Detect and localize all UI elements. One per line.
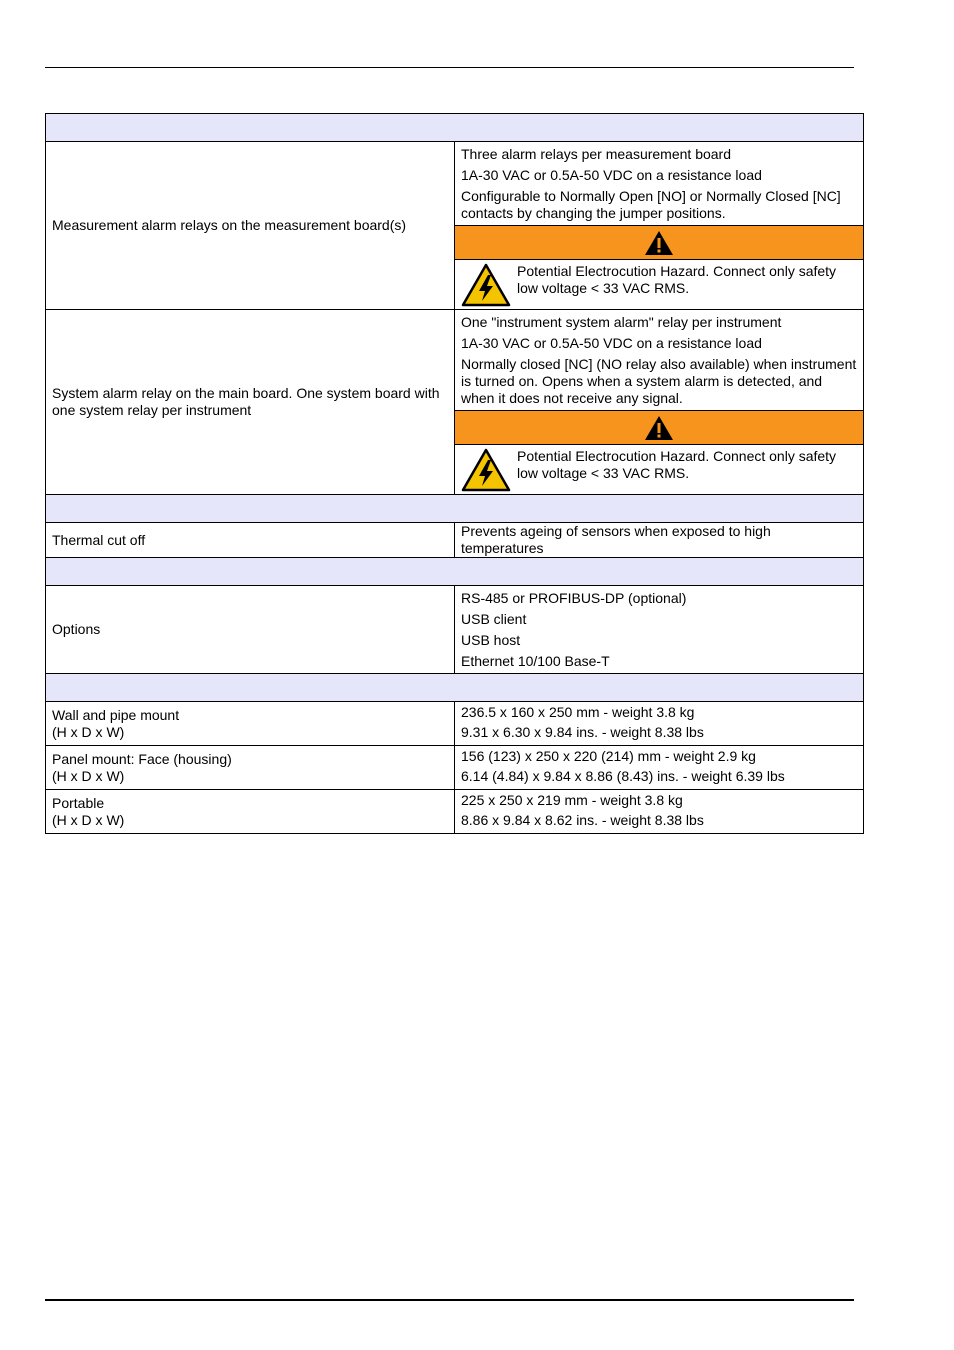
option-item: USB host — [461, 632, 521, 648]
option-item: Ethernet 10/100 Base-T — [461, 653, 610, 669]
footer-rule — [45, 1299, 854, 1301]
header-rule — [45, 67, 854, 68]
dimension-imperial: 8.86 x 9.84 x 8.62 ins. - weight 8.38 lbs — [461, 812, 704, 828]
row-dimension — [46, 790, 864, 834]
dimension-axes: (H x D x W) — [52, 767, 125, 784]
row-measurement-alarm — [46, 142, 864, 310]
thermal-value: Prevents ageing of sensors when exposed to high temperatures — [455, 523, 864, 558]
dimension-label: Wall and pipe mount — [52, 706, 180, 723]
warning-body — [455, 260, 863, 309]
option-item: USB client — [461, 611, 527, 627]
warning-text: Potential Electrocution Hazard. Connect only safety low voltage < 33 VAC RMS. — [517, 448, 837, 481]
section-header-thermal — [46, 495, 864, 523]
dimension-label: Portable — [52, 794, 105, 811]
system-line-3: Normally closed [NC] (NO relay also available) when instrument is turned on. Opens when a system alarm is detected, and when it does not receive any signal. — [461, 356, 857, 406]
row-dimension — [46, 746, 864, 790]
measurement-line-2: 1A-30 VAC or 0.5A-50 VDC on a resistance load — [461, 167, 762, 183]
measurement-alarm-label: Measurement alarm relays on the measurement board(s) — [46, 142, 455, 310]
row-system-alarm — [46, 310, 864, 495]
row-thermal-cut-off — [46, 523, 864, 558]
options-label: Options — [46, 586, 455, 674]
dimension-axes: (H x D x W) — [52, 723, 125, 740]
row-dimension — [46, 702, 864, 746]
warning-bar — [455, 410, 863, 445]
dimension-axes: (H x D x W) — [52, 811, 125, 828]
exclamation-triangle-icon — [644, 230, 674, 256]
dimension-imperial: 9.31 x 6.30 x 9.84 ins. - weight 8.38 lbs — [461, 724, 704, 740]
electrical-hazard-icon — [461, 448, 511, 492]
system-line-2: 1A-30 VAC or 0.5A-50 VDC on a resistance load — [461, 335, 762, 351]
measurement-line-1: Three alarm relays per measurement board — [461, 146, 732, 162]
row-options — [46, 586, 864, 674]
system-line-1: One "instrument system alarm" relay per instrument — [461, 314, 782, 330]
system-alarm-label: System alarm relay on the main board. One system board with one system relay per instrument — [46, 310, 455, 495]
section-header-dimensions — [46, 674, 864, 702]
dimension-metric: 225 x 250 x 219 mm - weight 3.8 kg — [461, 792, 683, 808]
warning-bar — [455, 225, 863, 260]
section-header-alarms — [46, 114, 864, 142]
specifications-table — [45, 113, 864, 834]
electrical-hazard-icon — [461, 263, 511, 307]
measurement-line-3: Configurable to Normally Open [NO] or Normally Closed [NC] contacts by changing the jumper positions. — [461, 188, 841, 221]
dimension-label: Panel mount: Face (housing) — [52, 750, 232, 767]
dimension-metric: 156 (123) x 250 x 220 (214) mm - weight 2.9 kg — [461, 748, 756, 764]
option-item: RS-485 or PROFIBUS-DP (optional) — [461, 590, 687, 606]
warning-text: Potential Electrocution Hazard. Connect only safety low voltage < 33 VAC RMS. — [517, 263, 837, 296]
dimension-metric: 236.5 x 160 x 250 mm - weight 3.8 kg — [461, 704, 695, 720]
warning-body — [455, 445, 863, 494]
thermal-label: Thermal cut off — [46, 523, 455, 558]
dimension-imperial: 6.14 (4.84) x 9.84 x 8.86 (8.43) ins. - weight 6.39 lbs — [461, 768, 785, 784]
exclamation-triangle-icon — [644, 415, 674, 441]
section-header-communication — [46, 558, 864, 586]
